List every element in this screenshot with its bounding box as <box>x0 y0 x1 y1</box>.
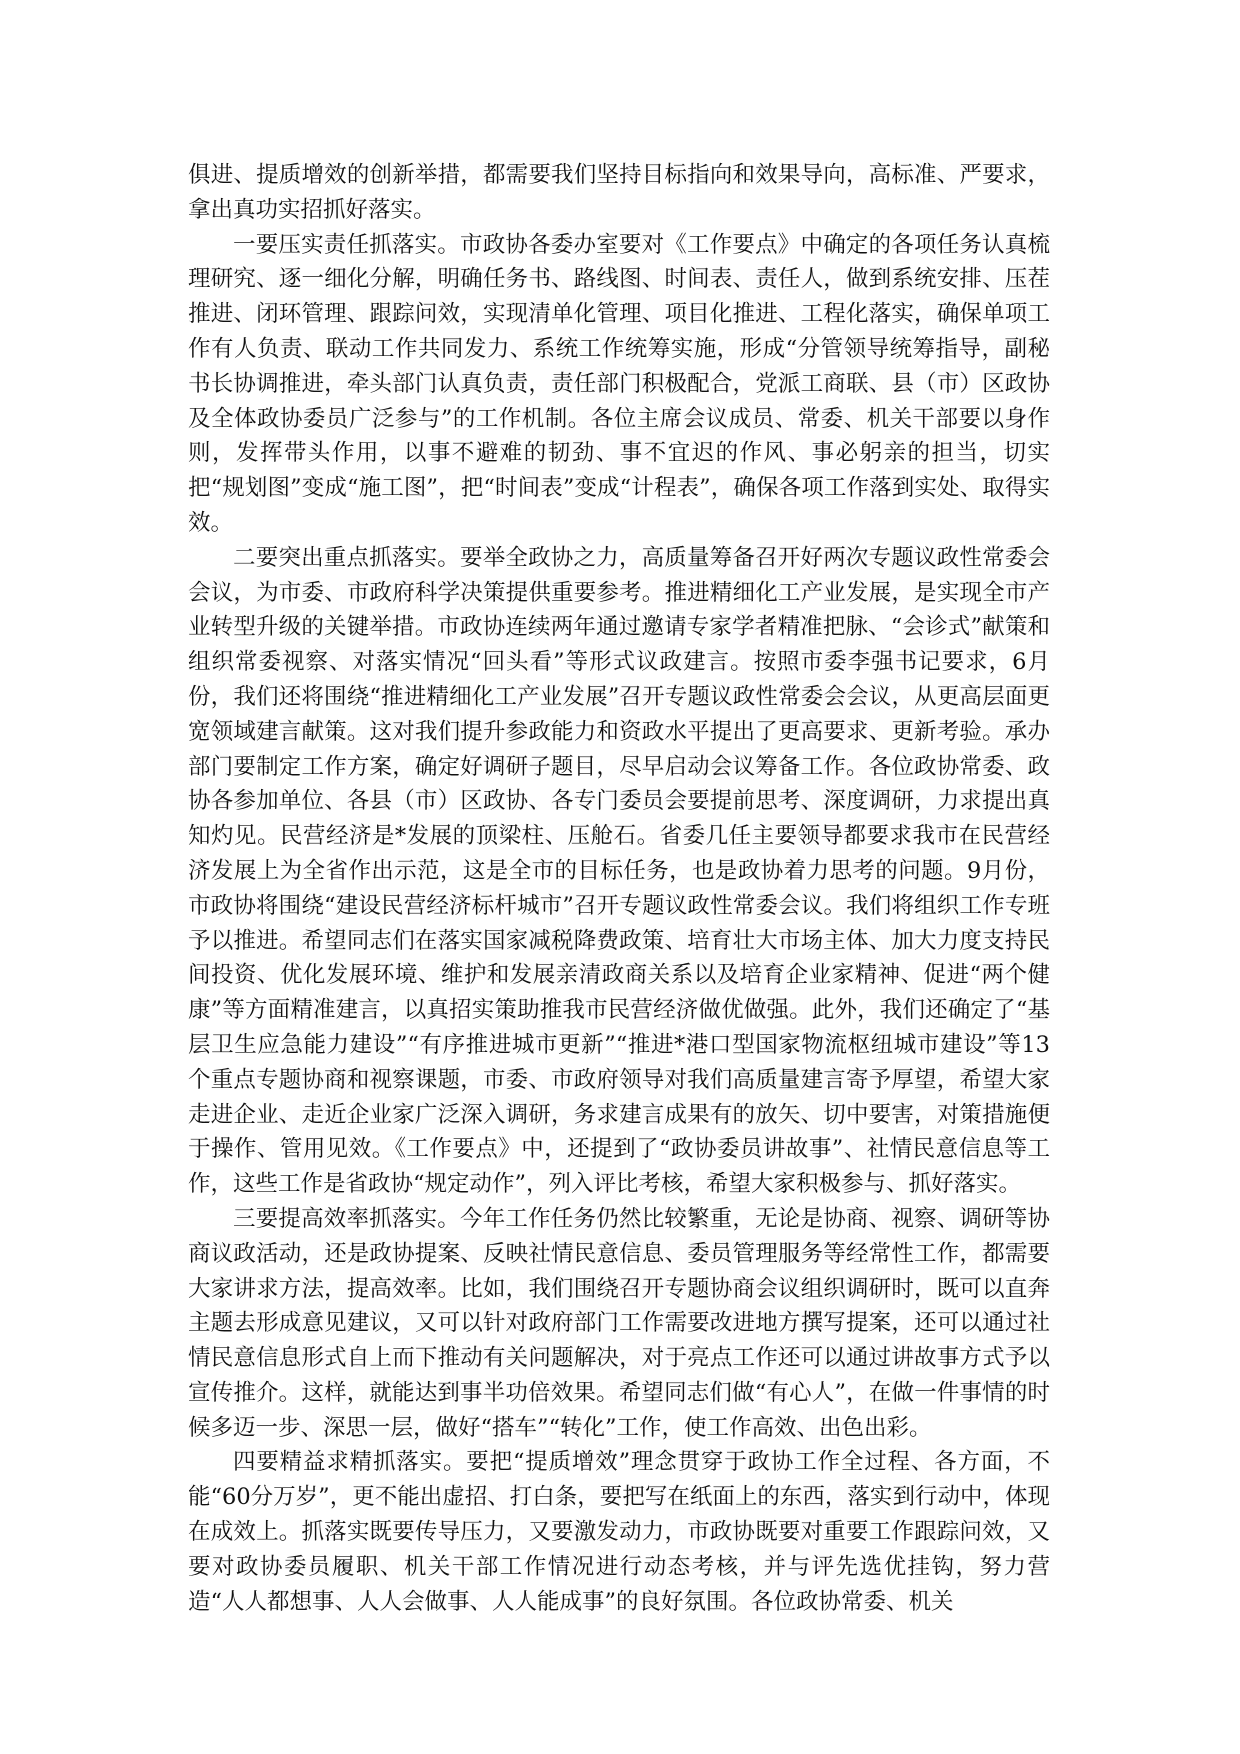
paragraph-priorities: 二要突出重点抓落实。要举全政协之力，高质量筹备召开好两次专题议政性常委会会议，为市委、市政府科学决策提供重要参考。推进精细化工产业发展，是实现全市产业转型升级的关键举措。市政协连续两年通过邀请专家学者精准把脉、“会诊式”献策和组织常委视察、对落实情况“回头看”等形式议政建言。按照市委李强书记要求，6月份，我们还将围绕“推进精细化工产业发展”召开专题议政性常委会会议，从更高层面更宽领域建言献策。这对我们提升参政能力和资政水平提出了更高要求、更新考验。承办部门要制定工作方案，确定好调研子题目，尽早启动会议筹备工作。各位政协常委、政协各参加单位、各县（市）区政协、各专门委员会要提前思考、深度调研，力求提出真知灼见。民营经济是*发展的顶梁柱、压舱石。省委几任主要领导都要求我市在民营经济发展上为全省作出示范，这是全市的目标任务，也是政协着力思考的问题。9月份，市政协将围绕“建设民营经济标杆城市”召开专题议政性常委会议。我们将组织工作专班予以推进。希望同志们在落实国家减税降费政策、培育壮大市场主体、加大力度支持民间投资、优化发展环境、维护和发展亲清政商关系以及培育企业家精神、促进“两个健康”等方面精准建言，以真招实策助推我市民营经济做优做强。此外，我们还确定了“基层卫生应急能力建设”“有序推进城市更新”“推进*港口型国家物流枢纽城市建设”等13个重点专题协商和视察课题，市委、市政府领导对我们高质量建言寄予厚望，希望大家走进企业、走近企业家广泛深入调研，务求建言成果有的放矢、切中要害，对策措施便于操作、管用见效。《工作要点》中，还提到了“政协委员讲故事”、社情民意信息等工作，这些工作是省政协“规定动作”，列入评比考核，希望大家积极参与、抓好落实。 <box>188 544 1050 1198</box>
paragraph-excellence: 四要精益求精抓落实。要把“提质增效”理念贯穿于政协工作全过程、各方面，不能“60分万岁”，更不能出虚招、打白条，要把写在纸面上的东西，落实到行动中，体现在成效上。抓落实既要传导压力，又要激发动力，市政协既要对重要工作跟踪问效，又要对政协委员履职、机关干部工作情况进行动态考核，并与评先选优挂钩，努力营造“人人都想事、人人会做事、人人能成事”的良好氛围。各位政协常委、机关 <box>188 1449 1050 1615</box>
document-body <box>188 158 1050 1619</box>
paragraph-responsibility: 一要压实责任抓落实。市政协各委办室要对《工作要点》中确定的各项任务认真梳理研究、逐一细化分解，明确任务书、路线图、时间表、责任人，做到系统安排、压茬推进、闭环管理、跟踪问效，实现清单化管理、项目化推进、工程化落实，确保单项工作有人负责、联动工作共同发力、系统工作统筹实施，形成“分管领导统筹指导，副秘书长协调推进，牵头部门认真负责，责任部门积极配合，党派工商联、县（市）区政协及全体政协委员广泛参与”的工作机制。各位主席会议成员、常委、机关干部要以身作则，发挥带头作用，以事不避难的韧劲、事不宜迟的作风、事必躬亲的担当，切实把“规划图”变成“施工图”，把“时间表”变成“计程表”，确保各项工作落到实处、取得实效。 <box>188 231 1050 536</box>
paragraph-efficiency: 三要提高效率抓落实。今年工作任务仍然比较繁重，无论是协商、视察、调研等协商议政活动，还是政协提案、反映社情民意信息、委员管理服务等经常性工作，都需要大家讲求方法，提高效率。比如，我们围绕召开专题协商会议组织调研时，既可以直奔主题去形成意见建议，又可以针对政府部门工作需要改进地方撰写提案，还可以通过社情民意信息形式自上而下推动有关问题解决，对于亮点工作还可以通过讲故事方式予以宣传推介。这样，就能达到事半功倍效果。希望同志们做“有心人”，在做一件事情的时候多迈一步、深思一层，做好“搭车”“转化”工作，使工作高效、出色出彩。 <box>188 1205 1050 1441</box>
paragraph-continuation: 俱进、提质增效的创新举措，都需要我们坚持目标指向和效果导向，高标准、严要求，拿出真功实招抓好落实。 <box>188 162 1050 223</box>
